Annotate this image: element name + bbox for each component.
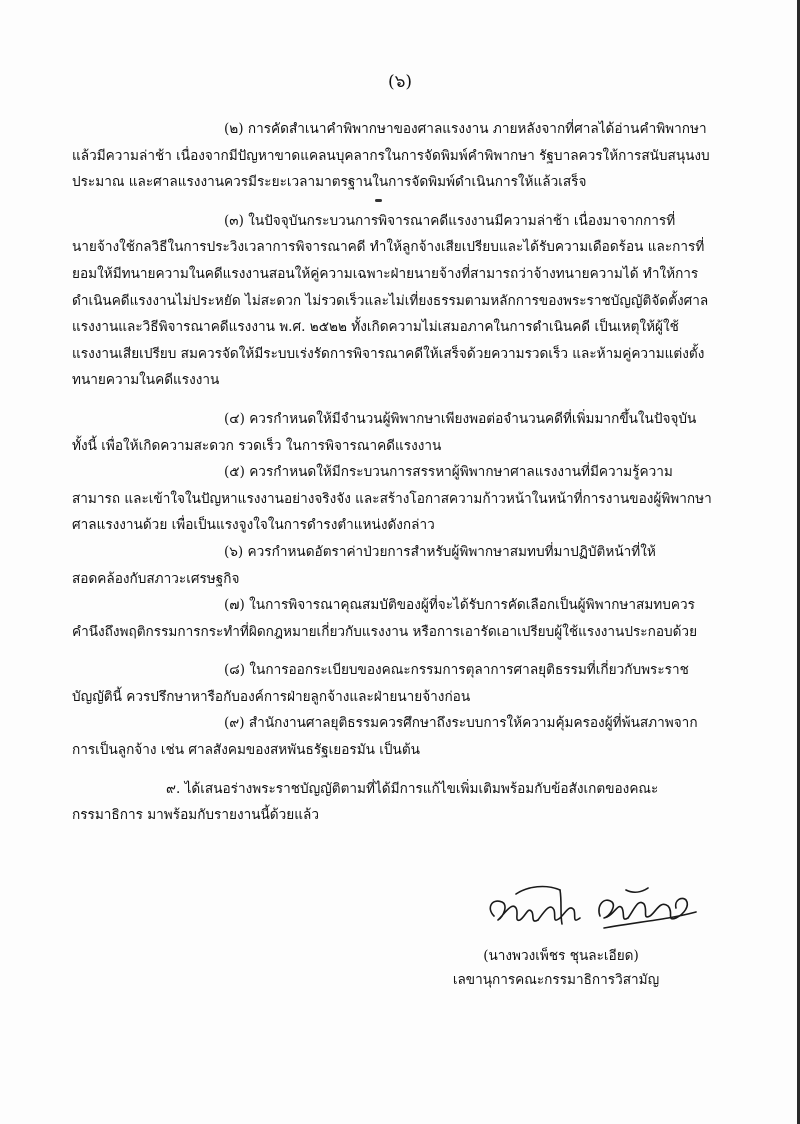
signer-title: เลขานุการคณะกรรมาธิการวิสามัญ (452, 972, 660, 988)
item-6: (๖) ควรกำหนดอัตราค่าป่วยการสำหรับผู้พิพากษาสมทบที่มาปฏิบัติหน้าที่ให้สอดคล้องกับสภาวะเศรษฐกิจ (72, 543, 656, 587)
document-body (72, 116, 712, 829)
page-number: (๖) (387, 72, 413, 92)
item-5: (๕) ควรกำหนดให้มีกระบวนการสรรหาผู้พิพากษาศาลแรงงานที่มีความรู้ความสามารถ และเข้าใจในปัญหาแรงงานอย่างจริงจัง และสร้างโอกาสความก้าวหน้าในหน้าที่การงานของผู้พิพากษาศาลแรงงานด้วย เพื่อเป็นแรงจูงใจในการดำรงตำแหน่งดังกล่าว (72, 464, 712, 534)
signer-name: (นางพวงเพ็ชร ชุนละเอียด) (483, 948, 639, 964)
item-4: (๔) ควรกำหนดให้มีจำนวนผู้พิพากษาเพียงพอต่อจำนวนคดีที่เพิ่มมากขึ้นในปัจจุบัน ทั้งนี้ เพื่อให้เกิดความสะดวก รวดเร็ว ในการพิจารณาคดีแรงงาน (72, 410, 701, 454)
section-9: ๙. ได้เสนอร่างพระราชบัญญัติตามที่ได้มีการแก้ไขเพิ่มเติมพร้อมกับข้อสังเกตของคณะกรรมาธิการ มาพร้อมกับรายงานนี้ด้วยแล้ว (72, 780, 659, 824)
item-8: (๘) ในการออกระเบียบของคณะกรรมการตุลาการศาลยุติธรรมที่เกี่ยวกับพระราชบัญญัตินี้ ควรปรึกษาหารือกับองค์การฝ่ายลูกจ้างและฝ่ายนายจ้างก่อน (72, 662, 689, 705)
handwritten-signature-icon (476, 872, 706, 942)
item-9: (๙) สำนักงานศาลยุติธรรมควรศึกษาถึงระบบการให้ความคุ้มครองผู้ที่พ้นสภาพจากการเป็นลูกจ้าง เช่น ศาลสังคมของสหพันธรัฐเยอรมัน เป็นต้น (72, 715, 698, 759)
item-2: (๒) การคัดสำเนาคำพิพากษาของศาลแรงงาน ภายหลังจากที่ศาลได้อ่านคำพิพากษาแล้วมีความล่าช้า เนื่องจากมีปัญหาขาดแคลนบุคลากรในการจัดพิมพ์คำพิพากษา รัฐบาลควรให้การสนับสนุนงบประมาณ และศาลแรงงานควรมีระยะเวลามาตรฐานในการจัดพิมพ์ดำเนินการให้แล้วเสร็จ (72, 121, 710, 191)
item-3: (๓) ในปัจจุบันกระบวนการพิจารณาคดีแรงงานมีความล่าช้า เนื่องมาจากการที่นายจ้างใช้กลวิธีในการประวิงเวลาการพิจารณาคดี ทำให้ลูกจ้างเสียเปรียบและได้รับความเดือดร้อน และการที่ยอมให้มีทนายความในคดีแรงงานสอนให้คู่ความเฉพาะฝ่ายนายจ้างที่สามารถว่าจ้างทนายความได้ ทำให้การดำเนินคดีแรงงานไม่ประหยัด ไม่สะดวก ไม่รวดเร็วและไม่เที่ยงธรรมตามหลักการของพระราชบัญญัติจัดตั้งศาลแรงงานและวิธีพิจารณาคดีแรงงาน พ.ศ. ๒๕๒๒ ทั้งเกิดความไม่เสมอภาคในการดำเนินคดี เป็นเหตุให้ผู้ใช้แรงงานเสียเปรียบ สมควรจัดให้มีระบบเร่งรัดการพิจารณาคดีให้เสร็จด้วยความรวดเร็ว และห้ามคู่ความแต่งตั้งทนายความในคดีแรงงาน (72, 212, 709, 389)
item-7: (๗) ในการพิจารณาคุณสมบัติของผู้ที่จะได้รับการคัดเลือกเป็นผู้พิพากษาสมทบควรคำนึงถึงพฤติกรรมการกระทำที่ผิดกฎหมายเกี่ยวกับแรงงาน หรือการเอารัดเอาเปรียบผู้ใช้แรงงานประกอบด้วย (72, 597, 698, 640)
